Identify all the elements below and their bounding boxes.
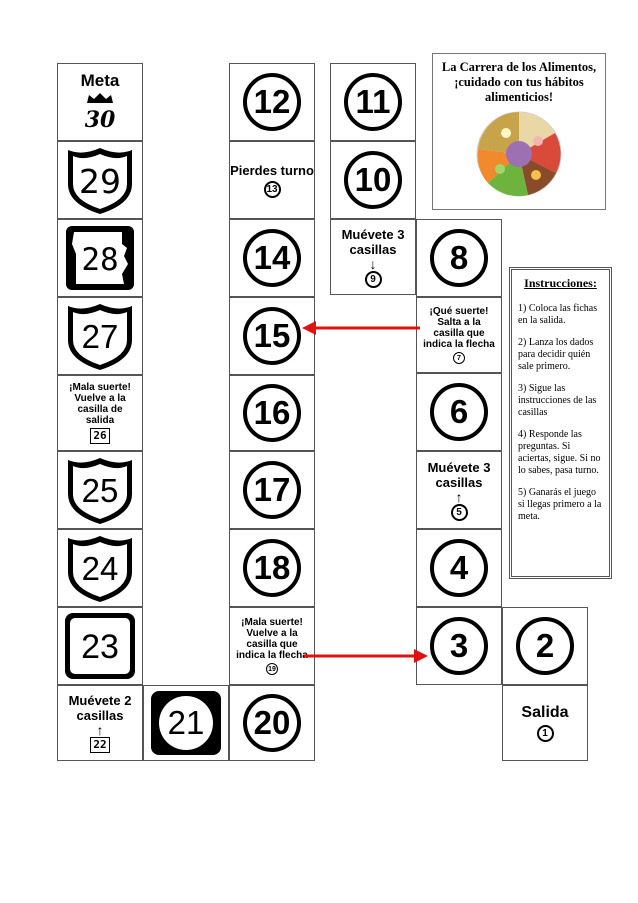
square-number: 21 <box>167 704 205 741</box>
square-18 <box>229 529 315 607</box>
square-number: 9 <box>365 271 382 288</box>
square-number: 24 <box>81 550 119 587</box>
instruction-step: 2) Lanza los dados para decidir quién sale primero. <box>518 337 594 372</box>
square-number: 10 <box>344 151 402 209</box>
square-20 <box>229 685 315 761</box>
instructions-heading: Instrucciones: <box>524 276 597 290</box>
square-text: ¡Mala suerte! Vuelve a la casilla que indica la flecha <box>236 617 308 661</box>
square-5-move <box>416 451 502 529</box>
square-21 <box>143 685 229 761</box>
instructions-panel <box>509 267 612 579</box>
square-16 <box>229 375 315 451</box>
square-text: ¡Mala suerte! Vuelve a la casilla de salida <box>69 382 131 426</box>
square-26-bad-luck <box>57 375 143 451</box>
square-number: 19 <box>266 663 278 675</box>
instruction-step: 1) Coloca las fichas en la salida. <box>518 303 598 326</box>
square-27 <box>57 297 143 375</box>
square-10 <box>330 141 416 219</box>
square-number: 28 <box>81 242 119 278</box>
square-number: 13 <box>264 181 281 198</box>
goal-number: 30 <box>84 107 116 133</box>
square-8 <box>416 219 502 297</box>
food-wheel-image <box>476 111 562 197</box>
square-number: 8 <box>430 229 488 287</box>
square-1-start <box>502 685 588 761</box>
start-label: Salida <box>521 703 569 721</box>
square-13-lose-turn <box>229 141 315 219</box>
square-number: 4 <box>430 539 488 597</box>
square-number: 29 <box>79 162 121 201</box>
square-number: 15 <box>243 307 301 365</box>
square-28 <box>57 219 143 297</box>
crown-icon <box>85 91 115 109</box>
square-6 <box>416 373 502 451</box>
instruction-step: 5) Ganarás el juego si llegas primero a la meta. <box>518 487 602 522</box>
square-number: 1 <box>537 725 554 742</box>
square-number: 22 <box>90 737 109 753</box>
square-number: 3 <box>430 617 488 675</box>
title-panel <box>432 53 606 210</box>
square-number: 20 <box>243 694 301 752</box>
square-text: Muévete 3 casillas <box>427 459 491 490</box>
square-number: 23 <box>81 628 119 666</box>
back-arrow-19-to-3 <box>302 646 430 666</box>
square-number: 11 <box>344 73 402 131</box>
square-number: 5 <box>451 504 468 521</box>
square-23 <box>57 607 143 685</box>
instruction-step: 4) Responde las preguntas. Si aciertas, sigue. Si no lo sabes, pasa turno. <box>518 429 601 476</box>
jump-arrow-7-to-15 <box>300 318 422 338</box>
square-text: ¡Qué suerte! Salta a la casilla que indica la flecha <box>423 306 495 350</box>
square-text: Pierdes turno <box>230 162 314 178</box>
square-9-move <box>330 219 416 295</box>
square-22-move <box>57 685 143 761</box>
square-number: 14 <box>243 229 301 287</box>
square-7-lucky <box>416 297 502 373</box>
game-title: La Carrera de los Alimentos, ¡cuidado con tus hábitos alimenticios! <box>441 60 597 104</box>
square-25 <box>57 451 143 529</box>
square-11 <box>330 63 416 141</box>
square-4 <box>416 529 502 607</box>
square-number: 25 <box>81 472 119 509</box>
square-2 <box>502 607 588 685</box>
square-number: 17 <box>243 461 301 519</box>
square-text: Muévete 2 casillas <box>68 693 132 723</box>
square-number: 12 <box>243 73 301 131</box>
instruction-step: 3) Sigue las instrucciones de las casillas <box>518 383 597 418</box>
square-number: 7 <box>453 352 465 364</box>
square-14 <box>229 219 315 297</box>
square-12 <box>229 63 315 141</box>
square-number: 16 <box>243 384 301 442</box>
square-30-goal <box>57 63 143 141</box>
square-29 <box>57 141 143 219</box>
square-text: Muévete 3 casillas <box>341 226 405 257</box>
arrow-down-icon: ↓ <box>369 255 377 272</box>
square-number: 26 <box>90 428 109 444</box>
square-17 <box>229 451 315 529</box>
arrow-up-icon: ↑ <box>96 722 104 738</box>
square-number: 2 <box>516 617 574 675</box>
square-number: 6 <box>430 383 488 441</box>
square-number: 18 <box>243 539 301 597</box>
goal-label: Meta <box>80 71 120 90</box>
arrow-up-icon: ↑ <box>455 488 463 505</box>
square-24 <box>57 529 143 607</box>
square-number: 27 <box>81 318 119 355</box>
